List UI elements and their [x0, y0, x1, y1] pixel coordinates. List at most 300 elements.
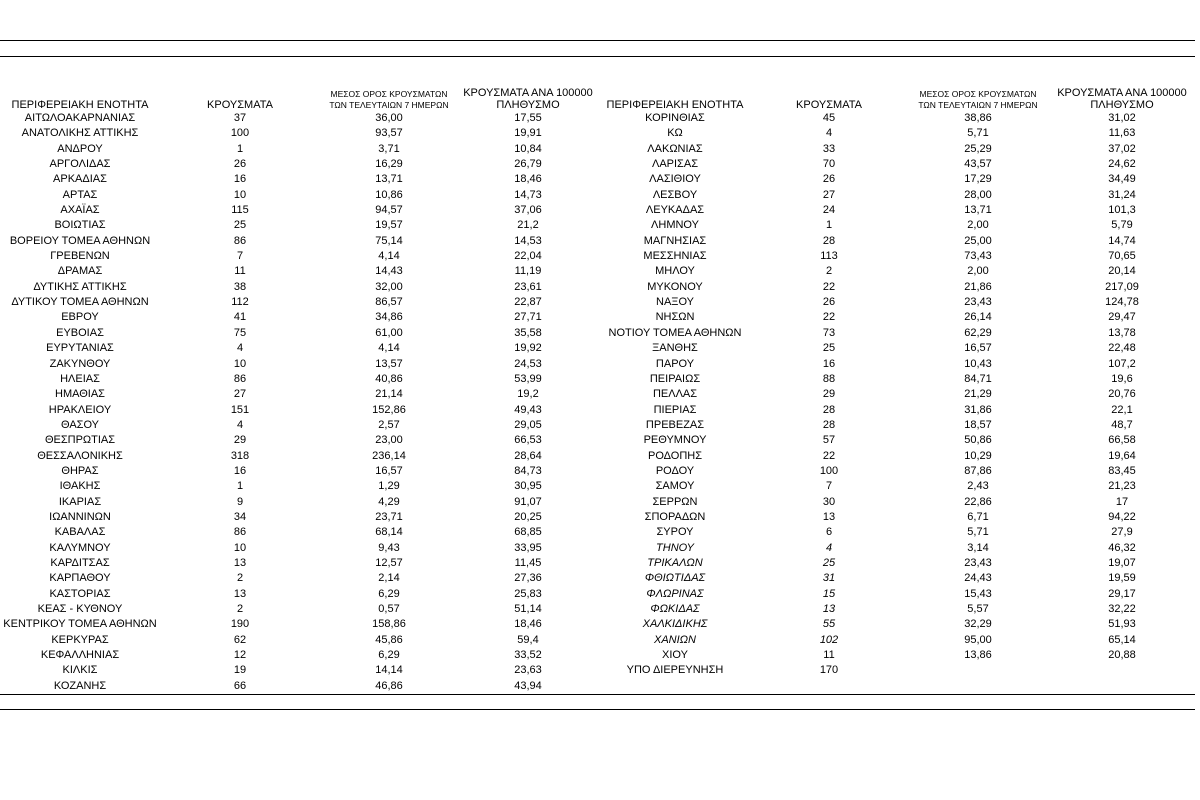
- cell-per-100k: 28,64: [514, 449, 542, 462]
- cell-region: ΘΗΡΑΣ: [61, 464, 99, 477]
- cell-region: ΕΥΒΟΙΑΣ: [56, 326, 104, 339]
- cell-7day-average: 34,86: [375, 311, 403, 324]
- cell-per-100k: 59,4: [517, 633, 539, 646]
- cell-cases: 30: [822, 495, 836, 508]
- cell-region: ΠΡΕΒΕΖΑΣ: [645, 418, 705, 431]
- cell-cases: 2: [825, 265, 833, 278]
- cell-cases: 115: [231, 204, 249, 217]
- cell-region: ΙΘΑΚΗΣ: [59, 480, 101, 493]
- cell-cases: 1: [236, 142, 244, 155]
- cell-cases: 7: [825, 480, 833, 493]
- header-per-100k: [458, 87, 598, 111]
- cell-region: ΡΟΔΟΥ: [655, 464, 695, 477]
- cell-per-100k: 27,36: [514, 572, 542, 585]
- cell-per-100k: 23,63: [514, 664, 542, 677]
- cell-7day-average: 61,00: [375, 326, 403, 339]
- cell-region: ΑΧΑΪΑΣ: [60, 204, 100, 217]
- cell-region: ΕΥΡΥΤΑΝΙΑΣ: [46, 342, 114, 355]
- cell-7day-average: 86,57: [375, 296, 403, 309]
- cell-cases: 86: [233, 234, 247, 247]
- cell-7day-average: 24,43: [964, 572, 992, 585]
- table-row: [0, 295, 598, 310]
- top-rule: [0, 40, 1195, 41]
- table-row: [0, 617, 598, 632]
- bottom-rule-secondary: [0, 709, 1195, 710]
- cell-per-100k: 22,87: [514, 296, 542, 309]
- cell-per-100k: 10,84: [514, 142, 542, 155]
- cell-cases: 13: [233, 587, 247, 600]
- table-row: [0, 157, 598, 172]
- cell-7day-average: 23,43: [964, 296, 992, 309]
- cell-region: ΣΕΡΡΩΝ: [652, 495, 698, 508]
- cell-7day-average: 14,43: [375, 265, 403, 278]
- header-cases: ΚΡΟΥΣΜΑΤΑ: [207, 99, 273, 111]
- cell-per-100k: 37,02: [1108, 142, 1136, 155]
- cell-region: ΣΑΜΟΥ: [655, 480, 695, 493]
- cell-7day-average: 75,14: [375, 234, 403, 247]
- cell-per-100k: 22,1: [1111, 403, 1133, 416]
- cell-cases: 22: [822, 311, 836, 324]
- table-row: [0, 679, 598, 694]
- cell-per-100k: 37,06: [514, 204, 542, 217]
- cell-cases: 28: [822, 234, 836, 247]
- table-row: [0, 264, 598, 279]
- cell-cases: 22: [822, 280, 836, 293]
- table-row: [600, 234, 1196, 249]
- cell-7day-average: 236,14: [372, 449, 406, 462]
- cases-table-left: [0, 80, 598, 694]
- cell-cases: 13: [822, 510, 836, 523]
- cell-7day-average: 4,14: [378, 250, 400, 263]
- cell-region: ΝΟΤΙΟΥ ΤΟΜΕΑ ΑΘΗΝΩΝ: [608, 326, 742, 339]
- table-row: [600, 663, 1196, 678]
- header-per-line1: ΚΡΟΥΣΜΑΤΑ ΑΝΑ 100000: [463, 87, 593, 99]
- table-row: [0, 310, 598, 325]
- cell-cases: 27: [822, 188, 836, 201]
- cell-per-100k: 27,9: [1111, 526, 1133, 539]
- cell-per-100k: 19,92: [514, 342, 542, 355]
- cell-7day-average: 5,57: [967, 603, 989, 615]
- cell-per-100k: 91,07: [514, 495, 542, 508]
- cell-region: ΚΕΡΚΥΡΑΣ: [51, 633, 109, 646]
- table-row: [0, 464, 598, 479]
- cell-cases: 75: [233, 326, 247, 339]
- cell-per-100k: 65,14: [1108, 633, 1136, 646]
- cell-7day-average: 5,71: [967, 127, 989, 140]
- header-per-line2: ΠΛΗΘΥΣΜΟ: [1090, 99, 1154, 111]
- cell-cases: 25: [822, 342, 836, 355]
- cell-cases: 66: [233, 679, 247, 692]
- cell-7day-average: 5,71: [967, 526, 989, 539]
- cell-cases: 113: [820, 250, 838, 263]
- cell-7day-average: 14,14: [375, 664, 403, 677]
- cell-7day-average: 9,43: [378, 541, 400, 554]
- cell-region: ΓΡΕΒΕΝΩΝ: [50, 250, 110, 263]
- cell-region: ΑΡΚΑΔΙΑΣ: [53, 173, 107, 186]
- cell-7day-average: 152,86: [372, 403, 406, 416]
- cell-per-100k: 24,53: [514, 357, 542, 370]
- cell-cases: 4: [236, 342, 244, 355]
- cell-7day-average: 95,00: [964, 633, 992, 646]
- table-body-left: [0, 111, 598, 694]
- cell-region: ΑΝΑΤΟΛΙΚΗΣ ΑΤΤΙΚΗΣ: [21, 127, 139, 140]
- cell-7day-average: 2,43: [967, 480, 989, 493]
- cell-per-100k: 24,62: [1108, 158, 1136, 171]
- table-row: [600, 587, 1196, 602]
- cell-cases: 1: [825, 219, 833, 232]
- table-row: [600, 203, 1196, 218]
- cell-cases: 11: [234, 265, 246, 278]
- cell-per-100k: 68,85: [514, 526, 542, 539]
- table-row: [600, 648, 1196, 663]
- cell-cases: 1: [236, 480, 244, 493]
- cell-region: ΔΡΑΜΑΣ: [57, 265, 103, 278]
- table-row: [600, 188, 1196, 203]
- cell-7day-average: 0,57: [378, 603, 400, 615]
- cell-cases: 16: [233, 173, 247, 186]
- cell-cases: 41: [233, 311, 247, 324]
- cell-7day-average: 3,71: [378, 142, 400, 155]
- cell-7day-average: 2,57: [378, 418, 400, 431]
- table-row: [600, 326, 1196, 341]
- cases-table-right: [600, 80, 1196, 679]
- cell-cases: 73: [822, 326, 836, 339]
- table-row: [0, 648, 598, 663]
- cell-per-100k: 11,19: [514, 265, 542, 278]
- cell-cases: 26: [822, 173, 836, 186]
- cell-region: ΚΕΝΤΡΙΚΟΥ ΤΟΜΕΑ ΑΘΗΝΩΝ: [3, 618, 157, 631]
- cell-7day-average: 13,71: [375, 173, 403, 186]
- cell-region: ΕΒΡΟΥ: [61, 311, 99, 324]
- cell-per-100k: 11,45: [514, 556, 542, 569]
- cell-region: ΘΕΣΠΡΩΤΙΑΣ: [44, 434, 116, 447]
- cell-region: ΤΡΙΚΑΛΩΝ: [647, 556, 703, 569]
- cell-region: ΙΩΑΝΝΙΝΩΝ: [49, 510, 111, 523]
- cell-7day-average: 45,86: [375, 633, 403, 646]
- cell-region: ΞΑΝΘΗΣ: [652, 342, 698, 355]
- cell-7day-average: 68,14: [375, 526, 403, 539]
- cell-region: ΧΙΟΥ: [662, 649, 688, 662]
- table-row: [600, 433, 1196, 448]
- cell-region: ΚΑΡΠΑΘΟΥ: [49, 572, 111, 585]
- cell-per-100k: 46,32: [1108, 541, 1136, 554]
- cell-cases: 170: [819, 664, 839, 677]
- cell-cases: 34: [233, 510, 247, 523]
- cell-region: ΑΡΤΑΣ: [62, 188, 98, 201]
- cell-7day-average: 10,43: [964, 357, 992, 370]
- cell-per-100k: 14,73: [514, 188, 542, 201]
- table-row: [600, 218, 1196, 233]
- table-row: [600, 111, 1196, 126]
- cell-region: ΑΡΓΟΛΙΔΑΣ: [49, 158, 111, 171]
- cell-7day-average: 16,57: [375, 464, 403, 477]
- cell-region: ΦΛΩΡΙΝΑΣ: [646, 587, 704, 600]
- table-row: [0, 418, 598, 433]
- table-row: [600, 157, 1196, 172]
- cell-region: ΒΟΙΩΤΙΑΣ: [54, 219, 106, 232]
- cell-7day-average: 2,00: [967, 265, 989, 278]
- cell-per-100k: 66,53: [514, 434, 542, 447]
- cell-region: ΚΑΛΥΜΝΟΥ: [49, 541, 111, 554]
- cell-cases: 10: [233, 188, 247, 201]
- cell-per-100k: 20,76: [1108, 388, 1136, 401]
- cell-per-100k: 217,09: [1105, 280, 1139, 293]
- cell-per-100k: 19,91: [514, 127, 542, 140]
- cell-7day-average: 23,43: [964, 556, 992, 569]
- cell-per-100k: 19,64: [1108, 449, 1136, 462]
- cell-region: ΦΩΚΙΔΑΣ: [650, 603, 700, 615]
- cell-cases: 190: [230, 618, 250, 631]
- cell-per-100k: 101,3: [1108, 204, 1136, 217]
- cell-7day-average: 25,29: [964, 142, 992, 155]
- cell-per-100k: 33,52: [514, 649, 542, 662]
- cell-region: ΣΠΟΡΑΔΩΝ: [644, 510, 706, 523]
- cell-per-100k: 27,71: [514, 311, 542, 324]
- cell-cases: 16: [233, 464, 247, 477]
- table-row: [0, 633, 598, 648]
- table-row: [0, 249, 598, 264]
- table-row: [600, 541, 1196, 556]
- table-row: [600, 142, 1196, 157]
- cell-7day-average: 73,43: [964, 250, 992, 263]
- table-row: [0, 602, 598, 617]
- table-row: [600, 280, 1196, 295]
- cell-per-100k: 26,79: [514, 158, 542, 171]
- table-header-right: [600, 80, 1196, 111]
- cell-7day-average: 21,86: [964, 280, 992, 293]
- cell-7day-average: 40,86: [375, 372, 403, 385]
- cell-7day-average: 19,57: [375, 219, 403, 232]
- table-row: [600, 387, 1196, 402]
- cell-per-100k: 49,43: [514, 403, 542, 416]
- cell-region: ΧΑΛΚΙΔΙΚΗΣ: [642, 618, 708, 631]
- cell-region: ΑΝΔΡΟΥ: [57, 142, 103, 155]
- cell-cases: 7: [236, 250, 244, 263]
- table-row: [600, 357, 1196, 372]
- table-row: [600, 341, 1196, 356]
- cell-region: ΚΑΡΔΙΤΣΑΣ: [50, 556, 110, 569]
- cell-per-100k: 18,46: [514, 618, 542, 631]
- cell-region: ΚΑΣΤΟΡΙΑΣ: [49, 587, 111, 600]
- cell-per-100k: 11,63: [1108, 127, 1136, 140]
- cell-7day-average: 94,57: [375, 204, 403, 217]
- header-7day-average: [908, 89, 1048, 111]
- cell-7day-average: 62,29: [964, 326, 992, 339]
- table-row: [0, 326, 598, 341]
- cell-region: ΒΟΡΕΙΟΥ ΤΟΜΕΑ ΑΘΗΝΩΝ: [9, 234, 151, 247]
- cell-region: ΜΑΓΝΗΣΙΑΣ: [643, 234, 707, 247]
- cell-7day-average: 4,14: [378, 342, 400, 355]
- table-row: [600, 633, 1196, 648]
- cell-region: ΡΕΘΥΜΝΟΥ: [643, 434, 707, 447]
- cell-7day-average: 38,86: [964, 112, 992, 124]
- table-row: [600, 310, 1196, 325]
- cell-region: ΚΟΖΑΝΗΣ: [53, 679, 107, 692]
- cell-region: ΚΕΑΣ - ΚΥΘΝΟΥ: [37, 603, 123, 615]
- cell-per-100k: 19,2: [517, 388, 539, 401]
- cell-region: ΖΑΚΥΝΘΟΥ: [49, 357, 111, 370]
- cell-cases: 31: [822, 572, 836, 585]
- header-region: ΠΕΡΙΦΕΡΕΙΑΚΗ ΕΝΟΤΗΤΑ: [11, 99, 149, 111]
- table-row: [0, 280, 598, 295]
- cell-region: ΛΑΣΙΘΙΟΥ: [649, 173, 701, 186]
- table-row: [0, 372, 598, 387]
- cell-cases: 88: [822, 372, 836, 385]
- cell-7day-average: 32,00: [375, 280, 403, 293]
- cell-region: ΣΥΡΟΥ: [656, 526, 694, 539]
- cell-cases: 25: [822, 556, 836, 569]
- cell-region: ΜΕΣΣΗΝΙΑΣ: [643, 250, 707, 263]
- cell-7day-average: 26,14: [964, 311, 992, 324]
- cell-7day-average: 16,29: [375, 158, 403, 171]
- cell-per-100k: 17: [1115, 495, 1129, 508]
- table-row: [600, 479, 1196, 494]
- cell-cases: 9: [236, 495, 244, 508]
- cell-cases: 29: [822, 388, 836, 401]
- table-row: [600, 249, 1196, 264]
- cell-region: ΛΗΜΝΟΥ: [651, 219, 699, 232]
- cell-cases: 100: [230, 127, 250, 140]
- cell-cases: 70: [822, 158, 836, 171]
- cell-per-100k: 30,95: [514, 480, 542, 493]
- cell-cases: 10: [233, 357, 247, 370]
- table-row: [0, 449, 598, 464]
- header-avg-line1: ΜΕΣΟΣ ΟΡΟΣ ΚΡΟΥΣΜΑΤΩΝ: [919, 89, 1037, 99]
- cell-cases: 10: [233, 541, 247, 554]
- cell-7day-average: 158,86: [372, 618, 406, 631]
- cell-cases: 2: [236, 603, 244, 615]
- table-row: [600, 372, 1196, 387]
- table-row: [0, 433, 598, 448]
- table-row: [0, 479, 598, 494]
- cell-region: ΚΙΛΚΙΣ: [62, 664, 98, 677]
- header-per-100k: [1048, 87, 1196, 111]
- cell-region: ΜΗΛΟΥ: [655, 265, 695, 278]
- cell-region: ΛΕΣΒΟΥ: [652, 188, 698, 201]
- cell-per-100k: 83,45: [1108, 464, 1136, 477]
- cell-per-100k: 51,93: [1108, 618, 1136, 631]
- header-avg-line1: ΜΕΣΟΣ ΟΡΟΣ ΚΡΟΥΣΜΑΤΩΝ: [330, 89, 448, 99]
- cell-per-100k: 29,17: [1108, 587, 1136, 600]
- cell-per-100k: 29,47: [1108, 311, 1136, 324]
- cell-region: ΗΜΑΘΙΑΣ: [55, 388, 105, 401]
- cell-cases: 26: [233, 158, 247, 171]
- cell-region: ΛΑΡΙΣΑΣ: [651, 158, 698, 171]
- cell-7day-average: 6,71: [967, 510, 989, 523]
- cell-per-100k: 107,2: [1108, 357, 1136, 370]
- cell-7day-average: 13,57: [375, 357, 403, 370]
- cell-cases: 33: [822, 142, 836, 155]
- cell-per-100k: 66,58: [1108, 434, 1136, 447]
- cell-7day-average: 25,00: [964, 234, 992, 247]
- cell-per-100k: 20,88: [1108, 649, 1136, 662]
- cell-per-100k: 19,59: [1108, 572, 1136, 585]
- cell-cases: 22: [822, 449, 836, 462]
- cell-region: ΚΑΒΑΛΑΣ: [54, 526, 106, 539]
- cell-7day-average: 18,57: [964, 418, 992, 431]
- cell-cases: 13: [233, 556, 247, 569]
- cell-7day-average: 23,71: [375, 510, 403, 523]
- table-row: [0, 495, 598, 510]
- table-body-right: [600, 111, 1196, 679]
- cell-cases: 318: [230, 449, 250, 462]
- cell-per-100k: 94,22: [1108, 510, 1136, 523]
- table-row: [600, 403, 1196, 418]
- cell-cases: 19: [233, 664, 247, 677]
- cell-region: ΔΥΤΙΚΟΥ ΤΟΜΕΑ ΑΘΗΝΩΝ: [11, 296, 149, 309]
- table-row: [600, 126, 1196, 141]
- cell-region: ΠΑΡΟΥ: [655, 357, 695, 370]
- cell-per-100k: 20,14: [1108, 265, 1136, 278]
- cell-per-100k: 53,99: [514, 372, 542, 385]
- cell-7day-average: 93,57: [375, 127, 403, 140]
- cell-7day-average: 2,00: [967, 219, 989, 232]
- header-region: ΠΕΡΙΦΕΡΕΙΑΚΗ ΕΝΟΤΗΤΑ: [606, 99, 744, 111]
- cell-cases: 100: [819, 464, 839, 477]
- cell-cases: 25: [233, 219, 247, 232]
- cell-region: ΜΥΚΟΝΟΥ: [647, 280, 703, 293]
- cell-7day-average: 13,86: [964, 649, 992, 662]
- cell-7day-average: 32,29: [964, 618, 992, 631]
- cell-region: ΘΕΣΣΑΛΟΝΙΚΗΣ: [37, 449, 123, 462]
- cell-per-100k: 23,61: [514, 280, 542, 293]
- cell-per-100k: 14,74: [1108, 234, 1136, 247]
- table-row: [0, 188, 598, 203]
- cell-region: ΡΟΔΟΠΗΣ: [647, 449, 703, 462]
- cell-cases: 57: [822, 434, 836, 447]
- cell-cases: 112: [231, 296, 249, 309]
- cell-cases: 45: [822, 112, 836, 124]
- cell-region: ΚΩ: [667, 127, 683, 140]
- cell-cases: 102: [819, 633, 839, 646]
- cell-7day-average: 84,71: [964, 372, 992, 385]
- cell-per-100k: 43,94: [514, 679, 542, 692]
- cell-cases: 24: [822, 204, 836, 217]
- table-row: [600, 449, 1196, 464]
- table-row: [600, 418, 1196, 433]
- cell-region: ΛΑΚΩΝΙΑΣ: [647, 142, 703, 155]
- cell-cases: 27: [233, 388, 247, 401]
- header-avg-line2: ΤΩΝ ΤΕΛΕΥΤΑΙΩΝ 7 ΗΜΕΡΩΝ: [329, 100, 449, 110]
- header-per-line2: ΠΛΗΘΥΣΜΟ: [496, 99, 560, 111]
- bottom-rule: [0, 694, 1195, 695]
- cell-region: ΛΕΥΚΑΔΑΣ: [645, 204, 705, 217]
- cell-per-100k: 20,25: [514, 510, 542, 523]
- cell-per-100k: 13,78: [1108, 326, 1136, 339]
- cell-per-100k: 17,55: [514, 112, 542, 124]
- cell-per-100k: 70,65: [1108, 250, 1136, 263]
- cell-7day-average: 31,86: [964, 403, 992, 416]
- table-row: [0, 218, 598, 233]
- cell-cases: 55: [822, 618, 836, 631]
- cell-cases: 29: [233, 434, 247, 447]
- table-row: [600, 602, 1196, 617]
- cell-per-100k: 32,22: [1108, 603, 1136, 615]
- cell-region: ΔΥΤΙΚΗΣ ΑΤΤΙΚΗΣ: [33, 280, 127, 293]
- cell-7day-average: 23,00: [375, 434, 403, 447]
- cell-7day-average: 6,29: [378, 587, 400, 600]
- cell-cases: 16: [822, 357, 836, 370]
- table-row: [0, 126, 598, 141]
- table-header-left: [0, 80, 598, 111]
- cell-cases: 86: [233, 526, 247, 539]
- cell-region: ΗΛΕΙΑΣ: [60, 372, 100, 385]
- cell-7day-average: 3,14: [967, 541, 989, 554]
- table-row: [0, 510, 598, 525]
- cell-per-100k: 25,83: [514, 587, 542, 600]
- cell-7day-average: 12,57: [375, 556, 403, 569]
- cell-cases: 13: [822, 603, 836, 615]
